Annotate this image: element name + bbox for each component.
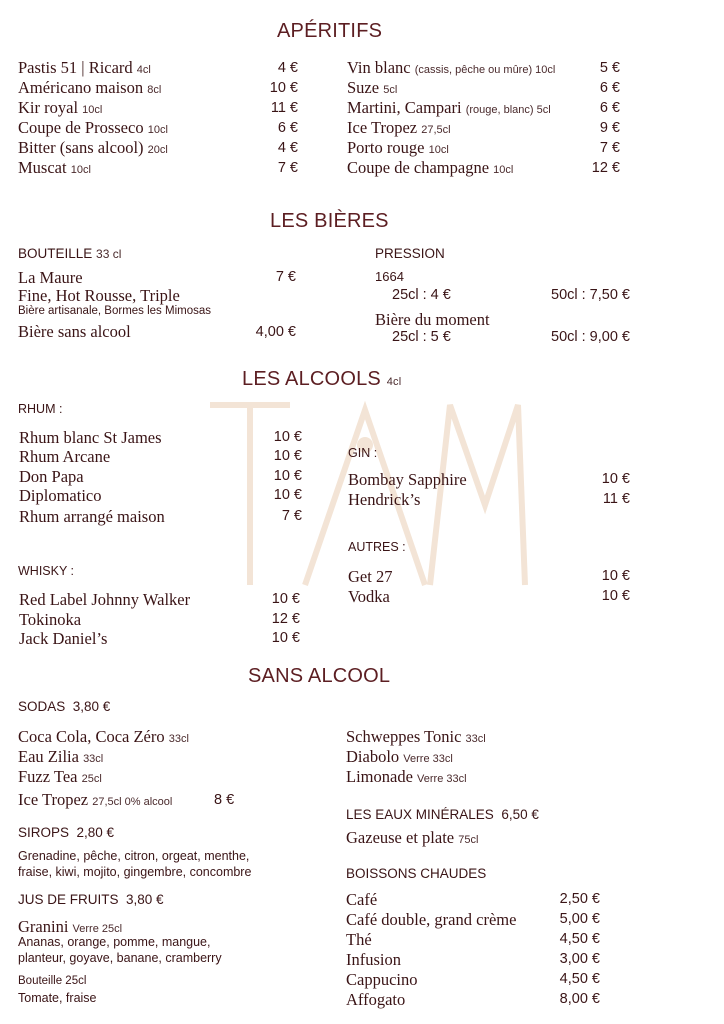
menu-item: Infusion [346, 950, 401, 969]
menu-item: Thé [346, 930, 372, 949]
item-price: 8,00 € [559, 991, 600, 1007]
menu-item: Café double, grand crème [346, 910, 517, 929]
menu-item: Porto rouge 10cl [347, 138, 449, 157]
item-price: 7 € [277, 160, 298, 176]
item-price: 50cl : 9,00 € [551, 329, 630, 345]
menu-item: Ice Tropez 27,5cl [347, 118, 451, 137]
item-price: 10 € [273, 487, 302, 503]
menu-item: Pastis 51 | Ricard 4cl [18, 58, 151, 77]
item-price: 5,00 € [559, 911, 600, 927]
item-price: 10 € [273, 468, 302, 484]
item-price: 4,50 € [559, 931, 600, 947]
menu-item: Bitter (sans alcool) 20cl [18, 138, 168, 157]
sirops-description: Grenadine, pêche, citron, orgeat, menthe, [18, 849, 250, 863]
menu-item: Coupe de Prosseco 10cl [18, 118, 168, 137]
menu-item: Granini Verre 25cl [18, 917, 123, 936]
whisky-label: WHISKY : [18, 564, 75, 578]
autres-label: AUTRES : [348, 540, 406, 554]
menu-item: Coca Cola, Coca Zéro 33cl [18, 727, 189, 746]
menu-item: Hendrick’s [348, 490, 421, 509]
menu-item: Américano maison 8cl [18, 78, 162, 97]
item-price: 5 € [599, 60, 620, 76]
alcools-title: LES ALCOOLS 4cl [242, 368, 402, 390]
gin-label: GIN : [348, 446, 378, 460]
jus-label: JUS DE FRUITS 3,80 € [18, 892, 164, 907]
menu-item: 1664 [375, 269, 404, 284]
item-price: 10 € [601, 568, 630, 584]
menu-item: Schweppes Tonic 33cl [346, 727, 486, 746]
menu-item: Suze 5cl [347, 78, 398, 97]
rhum-label: RHUM : [18, 402, 63, 416]
menu-item: Limonade Verre 33cl [346, 767, 467, 786]
menu-item: Martini, Campari (rouge, blanc) 5cl [347, 98, 551, 117]
menu-item: Jack Daniel’s [19, 629, 108, 648]
item-price: 6 € [599, 100, 620, 116]
item-price: 10 € [269, 80, 298, 96]
sirops-description: fraise, kiwi, mojito, gingembre, concombre [18, 865, 252, 879]
item-price: 8 € [214, 792, 235, 808]
menu-item: Affogato [346, 990, 406, 1009]
item-price: 10 € [273, 429, 302, 445]
item-price: 10 € [273, 448, 302, 464]
bouteille-description: Tomate, fraise [18, 991, 97, 1005]
menu-item: Diplomatico [19, 486, 102, 505]
item-price: 12 € [591, 160, 620, 176]
item-price: 50cl : 7,50 € [551, 287, 630, 303]
bouteille-label: BOUTEILLE 33 cl [18, 246, 122, 261]
item-price: 12 € [271, 611, 300, 627]
menu-item: Gazeuse et plate 75cl [346, 828, 479, 847]
menu-item: Vodka [348, 587, 390, 606]
menu-item: Bière sans alcool [18, 322, 131, 341]
bieres-title: LES BIÈRES [270, 210, 389, 232]
sirops-label: SIROPS 2,80 € [18, 825, 115, 840]
pression-label: PRESSION [375, 246, 445, 261]
menu-item: Tokinoka [19, 610, 82, 629]
menu-item: Eau Zilia 33cl [18, 747, 104, 766]
menu-item: Bière du moment [375, 310, 490, 329]
menu-item: Coupe de champagne 10cl [347, 158, 514, 177]
jus-description: Ananas, orange, pomme, mangue, [18, 935, 211, 949]
item-price: 11 € [270, 100, 298, 116]
menu-item: Red Label Johnny Walker [19, 590, 191, 609]
menu-item: Kir royal 10cl [18, 98, 103, 117]
chaudes-label: BOISSONS CHAUDES [346, 866, 487, 881]
menu-item: Bombay Sapphire [348, 470, 467, 489]
menu-item: Get 27 [348, 567, 393, 586]
menu-item: Rhum arrangé maison [19, 507, 165, 526]
item-price: 3,00 € [559, 951, 600, 967]
bouteille-description: Bouteille 25cl [18, 975, 87, 987]
item-price: 4 € [277, 60, 298, 76]
sodas-label: SODAS 3,80 € [18, 699, 111, 714]
item-price: 9 € [599, 120, 620, 136]
item-price: 6 € [277, 120, 298, 136]
item-price: 10 € [271, 630, 300, 646]
menu-item: La Maure [18, 268, 83, 287]
menu-item: Diabolo Verre 33cl [346, 747, 453, 766]
aperitifs-title: APÉRITIFS [277, 20, 383, 42]
menu-item: Vin blanc (cassis, pêche ou mûre) 10cl [347, 58, 556, 77]
item-price: 4,00 € [255, 324, 296, 340]
item-price: 25cl : 4 € [392, 287, 451, 303]
menu-item: Café [346, 890, 378, 909]
menu-item: Rhum blanc St James [19, 428, 162, 447]
item-price: 7 € [599, 140, 620, 156]
item-price: 2,50 € [559, 891, 600, 907]
item-price: 10 € [601, 588, 630, 604]
item-price: 7 € [275, 269, 296, 285]
menu-item: Fuzz Tea 25cl [18, 767, 102, 786]
item-description: Bière artisanale, Bormes les Mimosas [18, 305, 212, 317]
menu-item: Fine, Hot Rousse, Triple [18, 286, 180, 305]
menu-item: Rhum Arcane [19, 447, 111, 466]
item-price: 4,50 € [559, 971, 600, 987]
sans-alcool-title: SANS ALCOOL [248, 665, 391, 687]
menu-item: Muscat 10cl [18, 158, 91, 177]
jus-description: planteur, goyave, banane, cramberry [18, 951, 222, 965]
eaux-label: LES EAUX MINÉRALES 6,50 € [346, 807, 539, 822]
menu-item: Don Papa [19, 467, 84, 486]
menu-item: Cappucino [346, 970, 418, 989]
item-price: 6 € [599, 80, 620, 96]
item-price: 4 € [277, 140, 298, 156]
item-price: 10 € [601, 471, 630, 487]
item-price: 11 € [602, 491, 630, 507]
item-price: 7 € [281, 508, 302, 524]
item-price: 10 € [271, 591, 300, 607]
item-price: 25cl : 5 € [392, 329, 451, 345]
menu-item: Ice Tropez 27,5cl 0% alcool [18, 790, 173, 809]
